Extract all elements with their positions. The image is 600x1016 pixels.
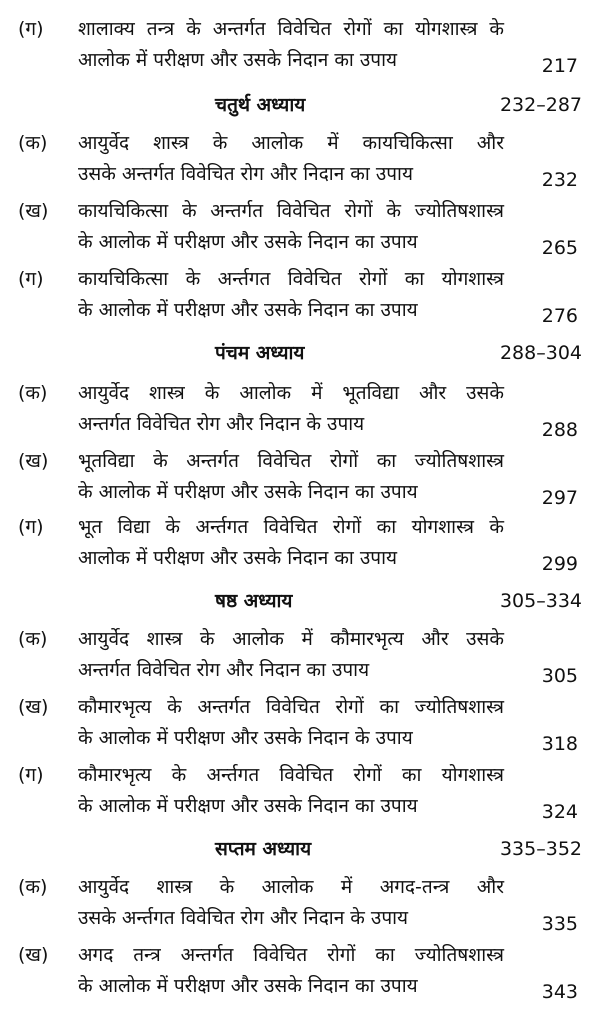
chapter-title: सप्तम अध्याय [215,838,312,860]
entry-page-number: 265 [541,237,578,259]
entry-text-line1: आयुर्वेद शास्त्र के आलोक में कौमारभृत्य और उसके [78,628,504,650]
entry-text-line2: अन्तर्गत विवेचित रोग और निदान के उपाय [78,413,365,435]
entry-text-line2: के आलोक में परीक्षण और उसके निदान का उपाय [78,481,418,503]
entry-page-number: 232 [541,169,578,191]
entry-page-number: 335 [541,913,578,935]
entry-text-line2: आलोक में परीक्षण और उसके निदान का उपाय [78,49,398,71]
entry-marker: (क) [18,382,48,404]
toc-entry [0,264,600,326]
entry-text-line1: कायचिकित्सा के अर्न्तगत विवेचित रोगों का योगशास्त्र [78,268,504,290]
entry-text-line1: कौमारभृत्य के अर्न्तगत विवेचित रोगों का योगशास्त्र [78,764,504,786]
chapter-heading [0,832,600,866]
entry-text-line2: उसके अर्न्तगत विवेचित रोग और निदान के उपाय [78,907,409,929]
entry-text-line2: के आलोक में परीक्षण और उसके निदान के उपाय [78,727,413,749]
entry-text-line1: आयुर्वेद शास्त्र के आलोक में कायचिकित्सा और [78,132,504,154]
entry-text-line1: भूत विद्या के अर्न्तगत विवेचित रोगों का योगशास्त्र के [78,516,504,538]
toc-entry [0,872,600,934]
toc-entry [0,692,600,754]
entry-text-line2: उसके अन्तर्गत विवेचित रोग और निदान का उपाय [78,163,413,185]
toc-entry [0,14,600,76]
entry-text-line1: शालाक्य तन्त्र के अन्तर्गत विवेचित रोगों का योगशास्त्र के [78,18,504,40]
entry-marker: (ख) [18,200,49,222]
entry-marker: (क) [18,132,48,154]
entry-marker: (ख) [18,696,49,718]
entry-text-line2: के आलोक में परीक्षण और उसके निदान का उपाय [78,975,418,997]
entry-page-number: 318 [541,733,578,755]
entry-text-line2: के आलोक में परीक्षण और उसके निदान का उपाय [78,795,418,817]
entry-page-number: 276 [541,305,578,327]
chapter-page-range: 288–304 [499,342,582,364]
chapter-page-range: 232–287 [499,94,582,116]
entry-page-number: 288 [541,419,578,441]
entry-marker: (ग) [18,268,44,290]
entry-text-line1: कायचिकित्सा के अन्तर्गत विवेचित रोगों के ज्योतिषशास्त्र [78,200,504,222]
entry-text-line1: आयुर्वेद शास्त्र के आलोक में भूतविद्या और उसके [78,382,504,404]
entry-text-line2: के आलोक में परीक्षण और उसके निदान का उपाय [78,299,418,321]
chapter-page-range: 305–334 [499,590,582,612]
entry-text-line2: आलोक में परीक्षण और उसके निदान का उपाय [78,547,398,569]
entry-marker: (ख) [18,450,49,472]
entry-marker: (ग) [18,764,44,786]
chapter-title: षष्ठ अध्याय [215,590,293,612]
entry-page-number: 324 [541,801,578,823]
toc-entry [0,760,600,822]
entry-marker: (क) [18,876,48,898]
chapter-heading [0,336,600,370]
entry-page-number: 343 [541,981,578,1003]
chapter-heading [0,88,600,122]
toc-entry [0,624,600,686]
entry-text-line2: के आलोक में परीक्षण और उसके निदान का उपाय [78,231,418,253]
entry-text-line1: कौमारभृत्य के अन्तर्गत विवेचित रोगों का ज्योतिषशास्त्र [78,696,504,718]
chapter-title: पंचम अध्याय [215,342,305,364]
toc-entry [0,128,600,190]
toc-entry [0,446,600,508]
entry-page-number: 299 [541,553,578,575]
chapter-page-range: 335–352 [499,838,582,860]
toc-entry [0,378,600,440]
entry-marker: (ख) [18,944,49,966]
entry-text-line2: अन्तर्गत विवेचित रोग और निदान का उपाय [78,659,370,681]
entry-text-line1: आयुर्वेद शास्त्र के आलोक में अगद-तन्त्र और [78,876,504,898]
entry-marker: (ग) [18,516,44,538]
entry-marker: (क) [18,628,48,650]
toc-entry [0,196,600,258]
entry-text-line1: अगद तन्त्र अन्तर्गत विवेचित रोगों का ज्योतिषशास्त्र [78,944,504,966]
entry-text-line1: भूतविद्या के अन्तर्गत विवेचित रोगों का ज्योतिषशास्त्र [78,450,504,472]
toc-entry [0,940,600,1002]
chapter-heading [0,584,600,618]
entry-marker: (ग) [18,18,44,40]
entry-page-number: 305 [541,665,578,687]
toc-entry [0,512,600,574]
entry-page-number: 217 [541,55,578,77]
entry-page-number: 297 [541,487,578,509]
chapter-title: चतुर्थ अध्याय [215,94,306,116]
